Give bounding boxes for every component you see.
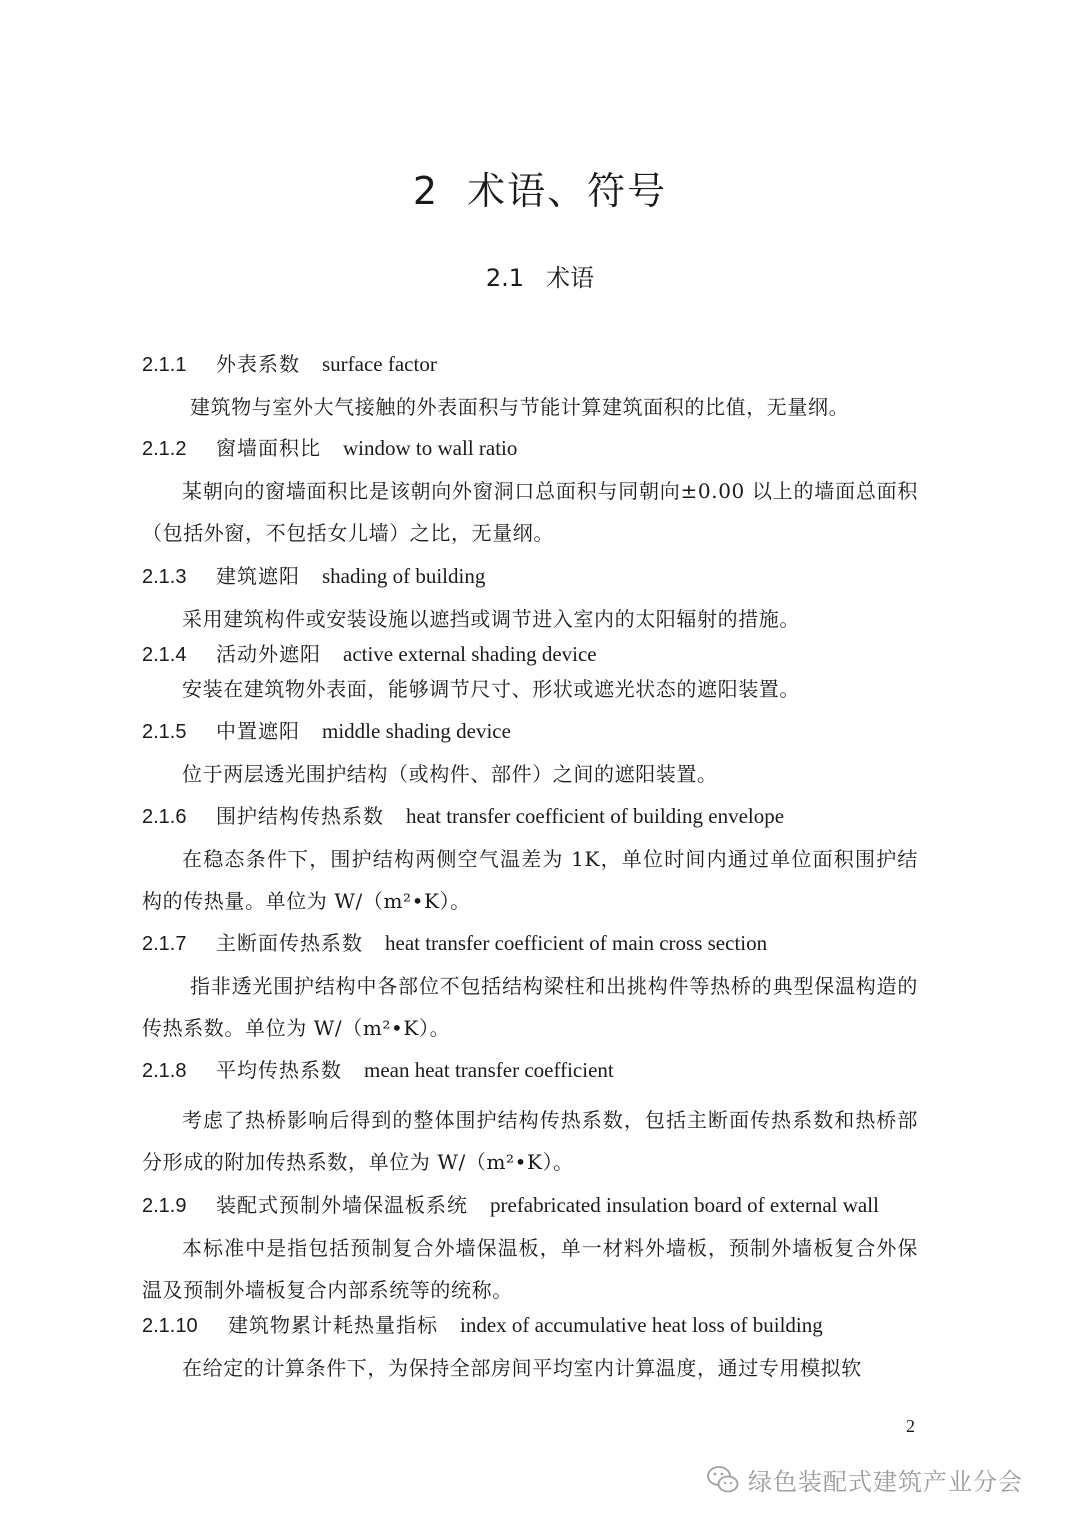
- term-en: index of accumulative heat loss of building: [460, 1313, 823, 1337]
- definition-text: 考虑了热桥影响后得到的整体围护结构传热系数，包括主断面传热系数和热桥部分形成的附加传热系数，单位为 W/（m²•K）。: [142, 1108, 918, 1174]
- term-definition: [142, 838, 918, 922]
- term-heading: [142, 644, 597, 665]
- term-en: window to wall ratio: [343, 436, 518, 460]
- definition-text: 本标准中是指包括预制复合外墙保温板，单一材料外墙板，预制外墙板复合外保温及预制外墙板复合内部系统等的统称。: [142, 1236, 918, 1302]
- term-number: 2.1.2: [142, 438, 187, 460]
- term-number: 2.1.3: [142, 566, 187, 588]
- term-heading: [142, 721, 511, 742]
- term-en: middle shading device: [322, 719, 511, 743]
- term-en: prefabricated insulation board of external wall: [490, 1193, 879, 1217]
- definition-text: 在给定的计算条件下，为保持全部房间平均室内计算温度，通过专用模拟软: [182, 1356, 862, 1380]
- term-number: 2.1.1: [142, 354, 187, 376]
- term-number: 2.1.6: [142, 806, 187, 828]
- term-cn: 装配式预制外墙保温板系统: [216, 1193, 468, 1217]
- term-number: 2.1.8: [142, 1060, 187, 1082]
- term-en: mean heat transfer coefficient: [364, 1058, 614, 1082]
- term-definition: [142, 1099, 918, 1183]
- term-heading: [142, 566, 485, 587]
- watermark: [706, 1462, 1023, 1497]
- page-number: 2: [906, 1416, 915, 1436]
- section-title-text: 术语: [546, 264, 595, 292]
- term-definition: [142, 965, 918, 1049]
- term-definition: [142, 753, 918, 795]
- term-cn: 围护结构传热系数: [216, 804, 384, 828]
- term-heading: [142, 1315, 823, 1336]
- term-en: shading of building: [322, 564, 486, 588]
- term-cn: 建筑遮阳: [216, 564, 300, 588]
- term-heading: [142, 354, 437, 375]
- term-number: 2.1.5: [142, 721, 187, 743]
- term-heading: [142, 1195, 879, 1216]
- watermark-text: 绿色装配式建筑产业分会: [748, 1468, 1023, 1496]
- term-cn: 中置遮阳: [216, 719, 300, 743]
- term-heading: [142, 806, 784, 827]
- chapter-title-text: 术语、符号: [467, 169, 668, 213]
- section-title: [0, 258, 1080, 293]
- chapter-number: 2: [412, 169, 440, 213]
- term-heading: [142, 1060, 614, 1081]
- term-cn: 活动外遮阳: [216, 642, 321, 666]
- term-cn: 外表系数: [216, 352, 300, 376]
- definition-text: 在稳态条件下，围护结构两侧空气温差为 1K，单位时间内通过单位面积围护结构的传热量。单位为 W/（m²•K）。: [142, 847, 918, 913]
- term-en: heat transfer coefficient of main cross section: [385, 931, 768, 955]
- term-definition: [142, 386, 918, 428]
- term-definition: [142, 1347, 918, 1389]
- term-number: 2.1.7: [142, 933, 187, 955]
- term-cn: 主断面传热系数: [216, 931, 363, 955]
- term-definition: [142, 668, 918, 710]
- term-number: 2.1.4: [142, 644, 187, 666]
- term-number: 2.1.10: [142, 1315, 198, 1337]
- definition-text: 指非透光围护结构中各部位不包括结构梁柱和出挑构件等热桥的典型保温构造的传热系数。单位为 W/（m²•K）。: [142, 974, 918, 1040]
- term-en: surface factor: [322, 352, 437, 376]
- term-cn: 平均传热系数: [216, 1058, 342, 1082]
- term-definition: [142, 470, 918, 554]
- definition-text: 建筑物与室外大气接触的外表面积与节能计算建筑面积的比值，无量纲。: [190, 395, 850, 419]
- term-definition: [142, 598, 918, 640]
- term-cn: 窗墙面积比: [216, 436, 321, 460]
- term-heading: [142, 438, 517, 459]
- term-definition: [142, 1227, 918, 1311]
- definition-text: 位于两层透光围护结构（或构件、部件）之间的遮阳装置。: [182, 762, 718, 786]
- definition-text: 某朝向的窗墙面积比是该朝向外窗洞口总面积与同朝向±0.00 以上的墙面总面积（包括外窗，不包括女儿墙）之比，无量纲。: [142, 479, 918, 545]
- definition-text: 安装在建筑物外表面，能够调节尺寸、形状或遮光状态的遮阳装置。: [182, 677, 800, 701]
- section-number: 2.1: [485, 264, 525, 292]
- definition-text: 采用建筑构件或安装设施以遮挡或调节进入室内的太阳辐射的措施。: [182, 607, 800, 631]
- term-number: 2.1.9: [142, 1195, 187, 1217]
- wechat-icon: [706, 1465, 740, 1495]
- term-en: active external shading device: [343, 642, 597, 666]
- term-heading: [142, 933, 767, 954]
- term-en: heat transfer coefficient of building envelope: [406, 804, 785, 828]
- term-cn: 建筑物累计耗热量指标: [228, 1313, 438, 1337]
- chapter-title: [0, 160, 1080, 215]
